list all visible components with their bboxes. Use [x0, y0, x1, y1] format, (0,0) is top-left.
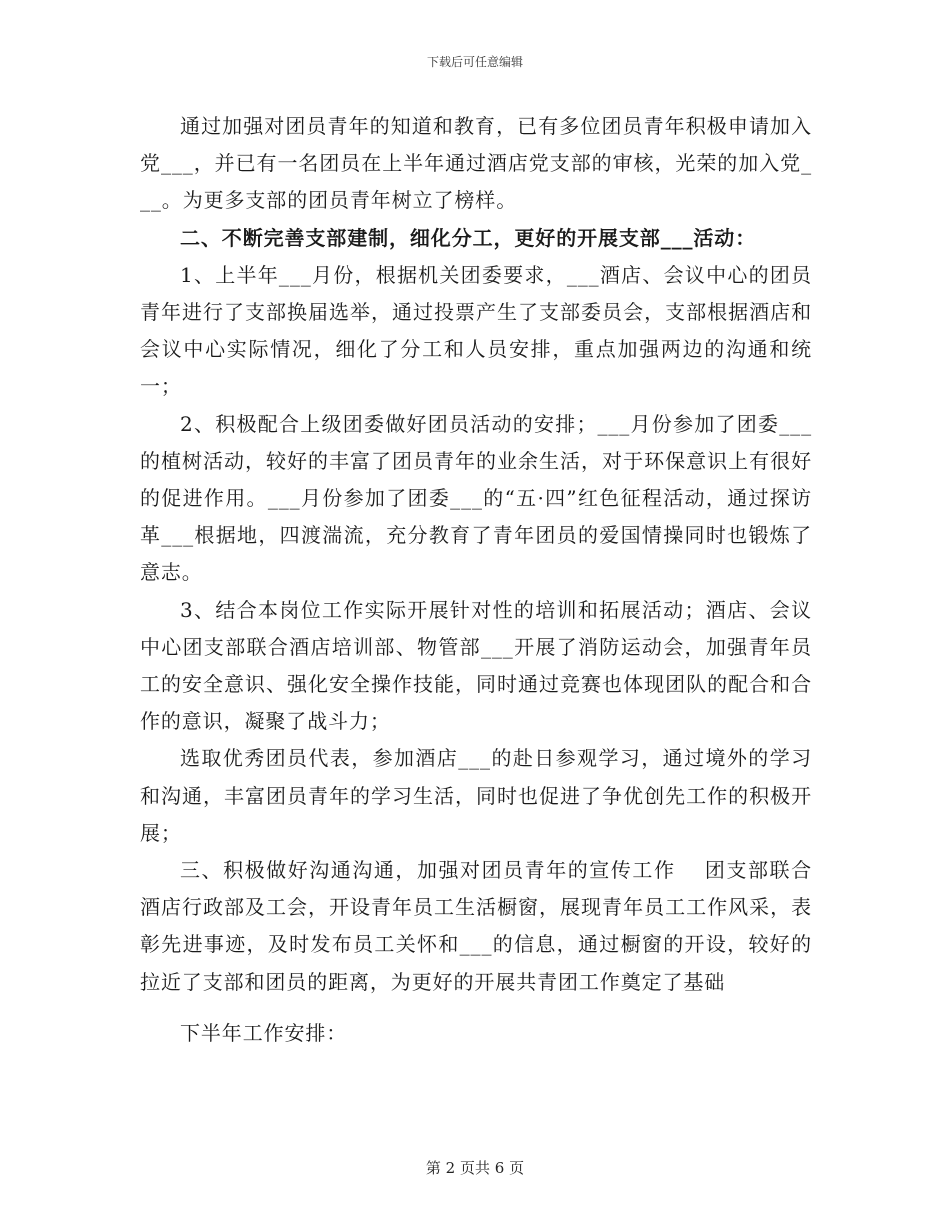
section-heading-two: 二、不断完善支部建制，细化分工，更好的开展支部___活动： — [180, 225, 757, 250]
page-footer: 第 2 页共 6 页 — [425, 1159, 525, 1177]
paragraph-item-3: 3、结合本岗位工作实际开展针对性的培训和拓展活动；酒店、会议中心团支部联合酒店培训部、物管部___开展了消防运动会，加强青年员工的安全意识、强化安全操作技能，同时通过竞赛也体现团队的配合和合作的意识，凝聚了战斗力； — [140, 597, 812, 734]
document-body — [140, 108, 812, 1052]
paragraph-item-1: 1、上半年___月份，根据机关团委要求，___酒店、会议中心的团员青年进行了支部换届选举，通过投票产生了支部委员会，支部根据酒店和会议中心实际情况，细化了分工和人员安排，重点加强两边的沟通和统一； — [140, 262, 812, 399]
page-header: 下载后可任意编辑 — [426, 55, 523, 69]
paragraph-education: 通过加强对团员青年的知道和教育，已有多位团员青年积极申请加入党___，并已有一名团员在上半年通过酒店党支部的审核，光荣的加入党___。为更多支部的团员青年树立了榜样。 — [140, 114, 812, 213]
paragraph-japan-visit: 选取优秀团员代表，参加酒店___的赴日参观学习，通过境外的学习和沟通，丰富团员青年的学习生活，同时也促进了争优创先工作的积极开展； — [140, 746, 812, 845]
paragraph-item-2: 2、积极配合上级团委做好团员活动的安排；___月份参加了团委___的植树活动，较好的丰富了团员青年的业余生活，对于环保意识上有很好的促进作用。___月份参加了团委___的“五·四”红色征程活动，通过探访革___根据地，四渡湍流，充分教育了青年团员的爱国情操同时也锻炼了意志。 — [140, 411, 812, 585]
paragraph-second-half-plan: 下半年工作安排： — [180, 1020, 348, 1045]
paragraph-section-three: 三、积极做好沟通沟通，加强对团员青年的宣传工作 团支部联合酒店行政部及工会，开设青年员工生活橱窗，展现青年员工工作风采，表彰先进事迹，及时发布员工关怀和___的信息，通过橱窗的开设，较好的拉近了支部和团员的距离，为更好的开展共青团工作奠定了基础 — [140, 858, 812, 994]
